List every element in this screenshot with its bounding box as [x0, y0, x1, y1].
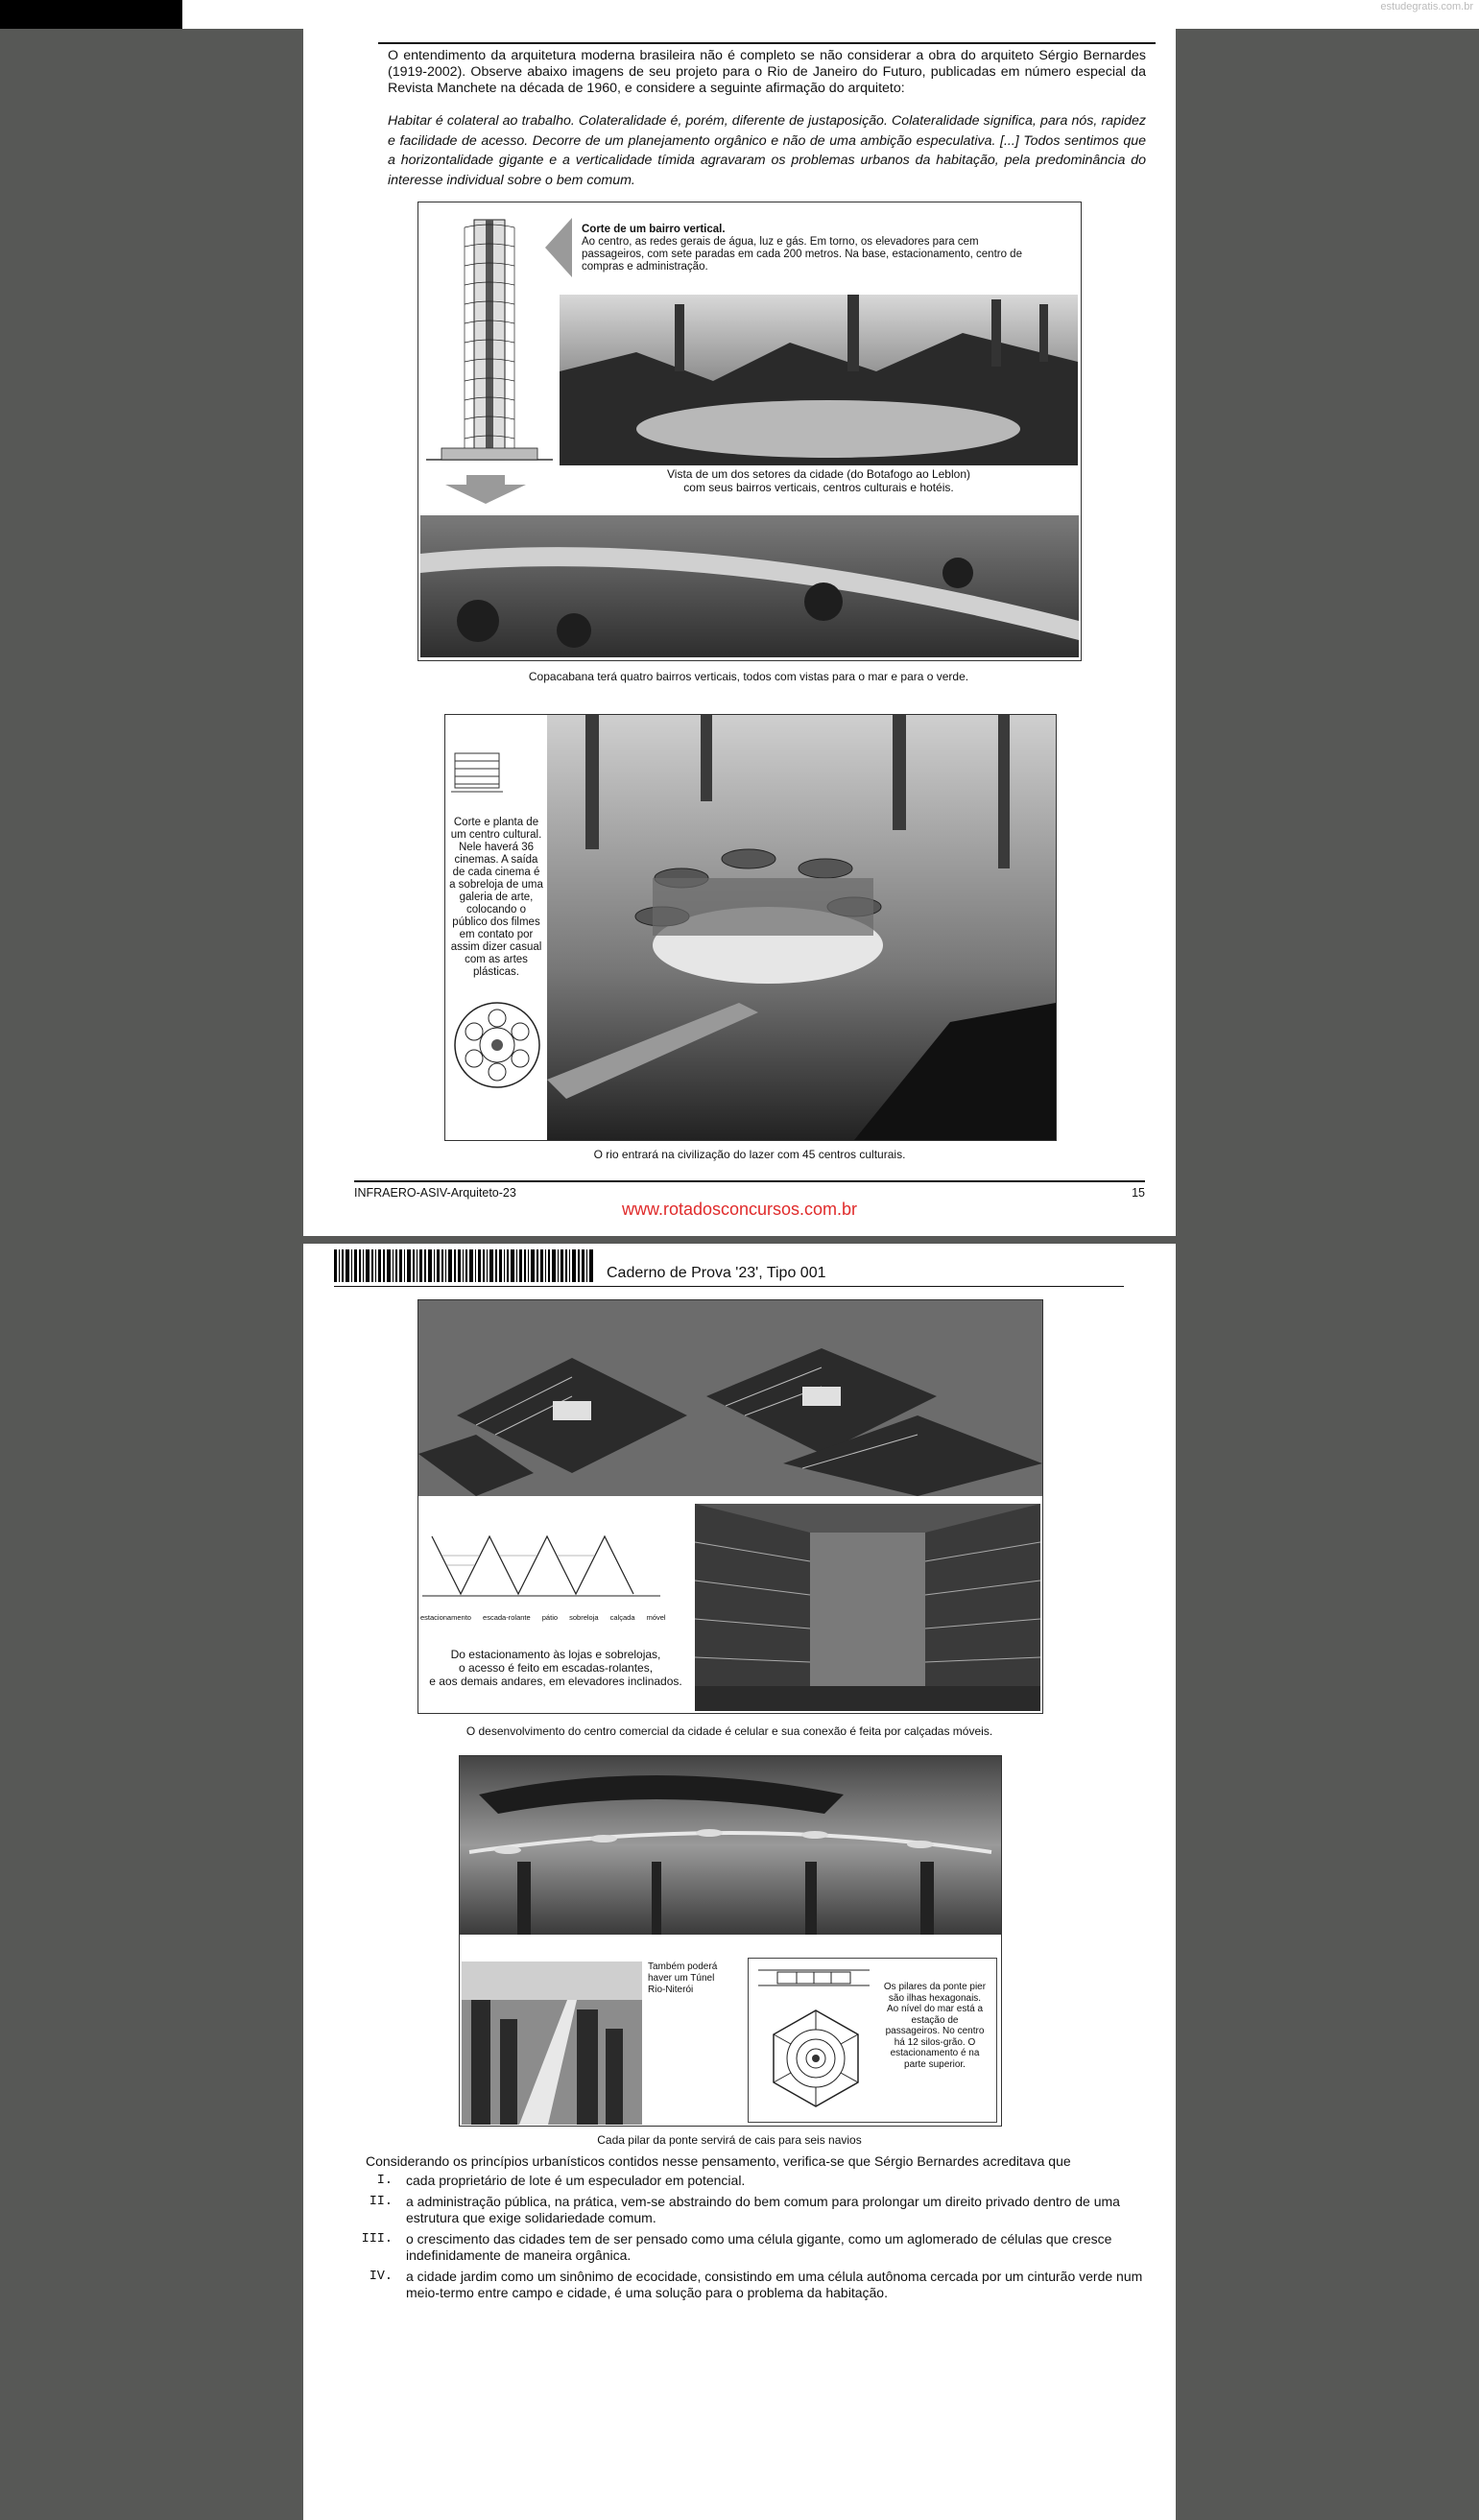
statement-item [356, 2231, 1153, 2264]
statement-item [356, 2194, 1153, 2226]
figure-bridge-pier [459, 1755, 1002, 2127]
statement-number: II. [369, 2195, 393, 2209]
cultural-center-section-drawing [451, 746, 503, 796]
viewer-top-bar [0, 0, 1479, 29]
label-parking: estacionamento [420, 1613, 471, 1622]
statement-number: IV. [369, 2270, 393, 2284]
copacabana-image [420, 515, 1079, 657]
statement-text: o crescimento das cidades tem de ser pensado como uma célula gigante, como um aglomerado de células que cresce indefinidamente de maneira orgânica. [406, 2231, 1112, 2263]
fig1-view-line2: com seus bairros verticais, centros culturais e hotéis. [683, 481, 954, 494]
label-courtyard: pátio [541, 1613, 559, 1622]
fig2-caption: O rio entrará na civilização do lazer com 45 centros culturais. [593, 1148, 906, 1161]
top-rule [378, 42, 1156, 44]
commercial-section-drawing [422, 1527, 660, 1609]
statement-number: I. [376, 2174, 393, 2188]
barcode-image [334, 1249, 593, 1282]
fig4-caption: Cada pilar da ponte servirá de cais para seis navios [597, 2133, 862, 2147]
fig1-view-line1: Vista de um dos setores da cidade (do Botafogo ao Leblon) [667, 467, 970, 481]
tunnel-note: Também poderá haver um Túnel Rio-Niterói [648, 1961, 718, 1995]
tower-section-drawing [422, 208, 557, 469]
fig1-text: Ao centro, as redes gerais de água, luz e gás. Em torno, os elevadores para cem passageiros, com sete paradas em cada 200 metros. Na base, estacionamento, centro de compras e administração. [582, 236, 1022, 273]
pier-note: Os pilares da ponte pier são ilhas hexagonais. Ao nível do mar está a estação de passageiros. No centro há 12 silos-grão. O estacionamento é na parte superior. [883, 1982, 987, 2070]
footer-rule [354, 1180, 1145, 1182]
cultural-center-plan-drawing [451, 999, 543, 1091]
fig1-title: Corte de um bairro vertical. [582, 224, 726, 235]
site-watermark: estudegratis.com.br [1380, 1, 1473, 12]
fig3-text-line3: e aos demais andares, em elevadores inclinados. [429, 1675, 682, 1688]
bridge-image [460, 1756, 1001, 1935]
arrow-down-icon [445, 475, 526, 504]
statement-list [356, 2173, 1153, 2306]
pier-drawing-panel [748, 1958, 997, 2123]
commercial-interior-image [695, 1504, 1040, 1711]
document-page-16 [303, 1244, 1176, 2520]
source-link[interactable]: www.rotadosconcursos.com.br [621, 1200, 858, 1219]
statement-item [356, 2269, 1153, 2301]
header-rule [334, 1286, 1124, 1287]
tunnel-city-image [462, 1961, 642, 2125]
page-number: 15 [1132, 1186, 1145, 1200]
fig1-caption: Copacabana terá quatro bairros verticais, todos com vistas para o mar e para o verde. [528, 670, 969, 683]
figure-vertical-neighborhood [417, 202, 1082, 661]
fig1-description [582, 224, 1042, 273]
architect-quote: Habitar é colateral ao trabalho. Colateralidade é, porém, diferente de justaposição. Colateralidade significa, para nós, rapidez e facilidade de acesso. Decorre de um planejamento orgânico e não de uma ambição especulativa. [...] Todos sentimos que a horizontalidade gigante e a verticalidade tímida agravaram os problemas urbanos da habitação, pela predominância do interesse individual sobre o bem comum. [388, 113, 1146, 188]
document-page-15 [303, 29, 1176, 1236]
fig3-caption: O desenvolvimento do centro comercial da cidade é celular e sua conexão é feita por calçadas móveis. [465, 1724, 993, 1738]
statement-text: a cidade jardim como um sinônimo de ecocidade, consistindo em uma célula autônoma cercada por um cinturão verde num meio-termo entre campo e cidade, é uma solução para o problema da habitação. [406, 2269, 1143, 2300]
figure-commercial-center [417, 1299, 1043, 1714]
intro-paragraph: O entendimento da arquitetura moderna brasileira não é completo se não considerar a obra do arquiteto Sérgio Bernardes (1919-2002). Observe abaixo imagens de seu projeto para o Rio de Janeiro do Futuro, publicadas em número especial da Revista Manchete na década de 1960, e considere a seguinte afirmação do arquiteto: [388, 48, 1146, 96]
label-escalator: escada-rolante [483, 1613, 531, 1622]
statement-number: III. [361, 2232, 393, 2247]
figure-cultural-center [444, 714, 1057, 1141]
statement-text: cada proprietário de lote é um especulador em potencial. [406, 2173, 746, 2188]
commercial-center-aerial-image [418, 1300, 1042, 1496]
question-stem: Considerando os princípios urbanísticos contidos nesse pensamento, verifica-se que Sérgio Bernardes acreditava que [366, 2153, 1071, 2169]
statement-text: a administração pública, na prática, vem-se abstraindo do bem comum para prolongar um direito privado dentro de uma estrutura que exige solidariedade comum. [406, 2194, 1120, 2225]
booklet-header: Caderno de Prova '23', Tipo 001 [607, 1265, 826, 1281]
fig3-text-line2: o acesso é feito em escadas-rolantes, [458, 1661, 654, 1675]
pier-hexagon-plan-drawing [764, 2007, 868, 2110]
label-mezzanine: sobreloja [569, 1613, 599, 1622]
city-view-image [560, 295, 1078, 465]
section-labels [420, 1613, 670, 1622]
viewer-corner-block [0, 0, 182, 29]
arrow-left-icon [545, 218, 572, 277]
fig3-text-line1: Do estacionamento às lojas e sobrelojas, [450, 1648, 661, 1661]
statement-item [356, 2173, 1153, 2189]
fig3-description [418, 1648, 693, 1688]
pier-elevation-drawing [758, 1966, 870, 1987]
fig1-view-caption [560, 467, 1078, 494]
label-moving-walkway: calçada móvel [609, 1613, 666, 1622]
exam-code: INFRAERO-ASIV-Arquiteto-23 [354, 1186, 516, 1200]
cultural-center-image [547, 715, 1056, 1140]
fig2-description: Corte e planta de um centro cultural. Nele haverá 36 cinemas. A saída de cada cinema é a sobreloja de uma galeria de arte, colocando o público dos filmes em contato por assim dizer casual com as artes plásticas. [449, 817, 543, 978]
